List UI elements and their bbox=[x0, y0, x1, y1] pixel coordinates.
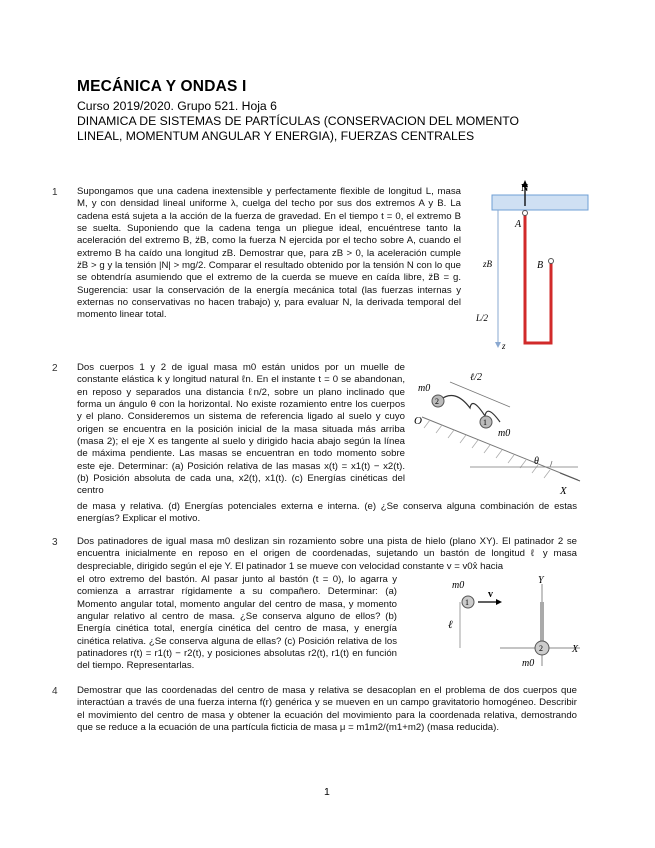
chain bbox=[525, 213, 551, 343]
problem-1-number: 1 bbox=[52, 187, 58, 198]
figure-1-chain bbox=[476, 180, 590, 355]
label-y: Y bbox=[538, 575, 544, 586]
problem-4-text: Demostrar que las coordenadas del centro de masa y relativa se desacoplan en el problema de dos cuerpos que interactúan a través de una fuerza interna f(r) genérica y se mueven en un campo gravitatorio homogéneo. Describir el movimiento del centro de masa y obtener la ecuación del movimiento para la coordenada relativa, demostrando que se reduce a la ecuación de una partícula ficticia de masa μ = m1m2/(m1+m2) (masa reducida). bbox=[77, 685, 577, 734]
label-m0-right: m0 bbox=[498, 428, 511, 439]
course-line: Curso 2019/2020. Grupo 521. Hoja 6 bbox=[77, 99, 277, 113]
skater-2-label: 2 bbox=[539, 644, 543, 653]
problem-3-text-top: Dos patinadores de igual masa m0 deslizan sin rozamiento sobre una pista de hielo (plano XY). El patinador 2 se encuentra inicialmente en reposo en el origen de coordenadas, sujetando un bastón de longitud ℓ y masa despreciable, dirigido según el eje Y. El patinador 1 se mueve con velocidad constante v = v0x̂ hacia bbox=[77, 536, 577, 572]
label-m0-left: m0 bbox=[418, 383, 431, 394]
end-a bbox=[523, 211, 528, 216]
label-m0-top: m0 bbox=[452, 580, 465, 591]
label-x: X bbox=[560, 485, 567, 497]
ceiling bbox=[492, 195, 588, 210]
figure-3-skaters bbox=[440, 576, 585, 671]
arrow-head-icon bbox=[496, 599, 502, 605]
label-v: v bbox=[488, 589, 493, 600]
label-z: z bbox=[502, 341, 506, 351]
problem-3-text-wrap: el otro extremo del bastón. Al pasar junto al bastón (t = 0), lo agarra y comienza a arrastrar rígidamente a su compañero. Determinar: (a) Momento angular total, momento angular del centro de masa, y momento angular relativo al centro de masa. ¿Se conserva alguno de ellos? (b) Energía cinética total, energía cinética del centro de masa, y energía cinética relativa. ¿Se conserva alguna de ellas? (c) Posición relativa de los patinadores r(t) = r1(t) − r2(t), y posiciones absolutas r2(t), r1(t) en función del tiempo. Representarlas. bbox=[77, 574, 397, 672]
mass-2-label: 2 bbox=[435, 397, 439, 406]
label-l: ℓ bbox=[448, 619, 453, 631]
x-axis bbox=[560, 473, 580, 481]
label-theta: θ bbox=[534, 456, 539, 467]
z-arrow-icon bbox=[495, 342, 501, 348]
incline-surface bbox=[422, 417, 578, 480]
label-m0-bottom: m0 bbox=[522, 658, 535, 669]
page-number: 1 bbox=[324, 786, 330, 798]
mass-1-label: 1 bbox=[483, 418, 487, 427]
angle-arc bbox=[550, 461, 552, 467]
problem-2-text-bottom: de masa y relativa. (d) Energías potenciales externa e interna. (e) ¿Se conserva alguna combinación de estas energías? Explicar el motivo. bbox=[77, 501, 577, 525]
problem-4-number: 4 bbox=[52, 686, 58, 697]
subtitle-line-1: DINAMICA DE SISTEMAS DE PARTÍCULAS (CONSERVACION DEL MOMENTO bbox=[77, 114, 519, 128]
label-b: B bbox=[537, 260, 544, 271]
problem-2-number: 2 bbox=[52, 363, 58, 374]
problem-1-text: Supongamos que una cadena inextensible y perfectamente flexible de longitud L, masa M, y con densidad lineal uniforme λ, cuelga del techo por sus dos extremos A y B. La cadena está sujeta a la acción de la fuerza de gravedad. En el tiempo t = 0, el extremo B se suelta. Suponiendo que la cadena tenga un pliegue ideal, encuéntrese tanto la aceleración del extremo B, z̈B, como la fuerza N ejercida por el techo sobre A, cuando el extremo B ha caído una longitud zB. Demostrar que, para zB > 0, la aceleración cumple z̈B > g y la tensión |N| > mg/2. Comparar el resultado obtenido por la tensión N con lo que se obtendría asumiendo que el extremo de la cuerda se mueve en caída libre, z̈B = g. Sugerencia: usar la conservación de la energía mecánica total (las fuerzas internas y externas no conservativas no hacen trabajo) y, para evaluar N, la derivada temporal del momento linear total. bbox=[77, 186, 461, 321]
label-n: N bbox=[521, 183, 529, 194]
end-b bbox=[549, 259, 554, 264]
page-title: MECÁNICA Y ONDAS I bbox=[77, 78, 247, 95]
figure-2-incline bbox=[410, 362, 585, 497]
label-origin: O bbox=[414, 415, 422, 427]
label-l2: ℓ/2 bbox=[470, 372, 482, 383]
distance-marker bbox=[450, 382, 510, 407]
label-x: X bbox=[572, 644, 579, 655]
problem-3-number: 3 bbox=[52, 537, 58, 548]
label-l2: L/2 bbox=[476, 313, 489, 323]
incline-hatching bbox=[424, 420, 550, 478]
problem-2-text-top: Dos cuerpos 1 y 2 de igual masa m0 están unidos por un muelle de constante elástica k y longitud natural ℓn. En el instante t = 0 se abandonan, en reposo y separados una distancia ℓn/2, sobre un plano inclinado que forma un ángulo θ con la horizontal. No existe rozamiento entre los cuerpos y el plano. Consideremos un sistema de referencia ligado al suelo y cuyo origen se encuentra en la posición inicial de la masa situada más arriba (masa 2); el eje X es tangente al suelo y dirigido hacia abajo según la línea de máxima pendiente. Las masas se encuentran en todo momento sobre este eje. Determinar: (a) Posición relativa de las masas x(t) = x1(t) − x2(t). (b) Posición absoluta de cada una, x2(t), x1(t). (c) Energías cinéticas del centro bbox=[77, 362, 405, 497]
subtitle-line-2: LINEAL, MOMENTUM ANGULAR Y ENERGIA), FUERZAS CENTRALES bbox=[77, 129, 475, 143]
label-zb: zB bbox=[483, 259, 492, 269]
label-a: A bbox=[515, 219, 522, 230]
skater-1-label: 1 bbox=[465, 598, 469, 607]
